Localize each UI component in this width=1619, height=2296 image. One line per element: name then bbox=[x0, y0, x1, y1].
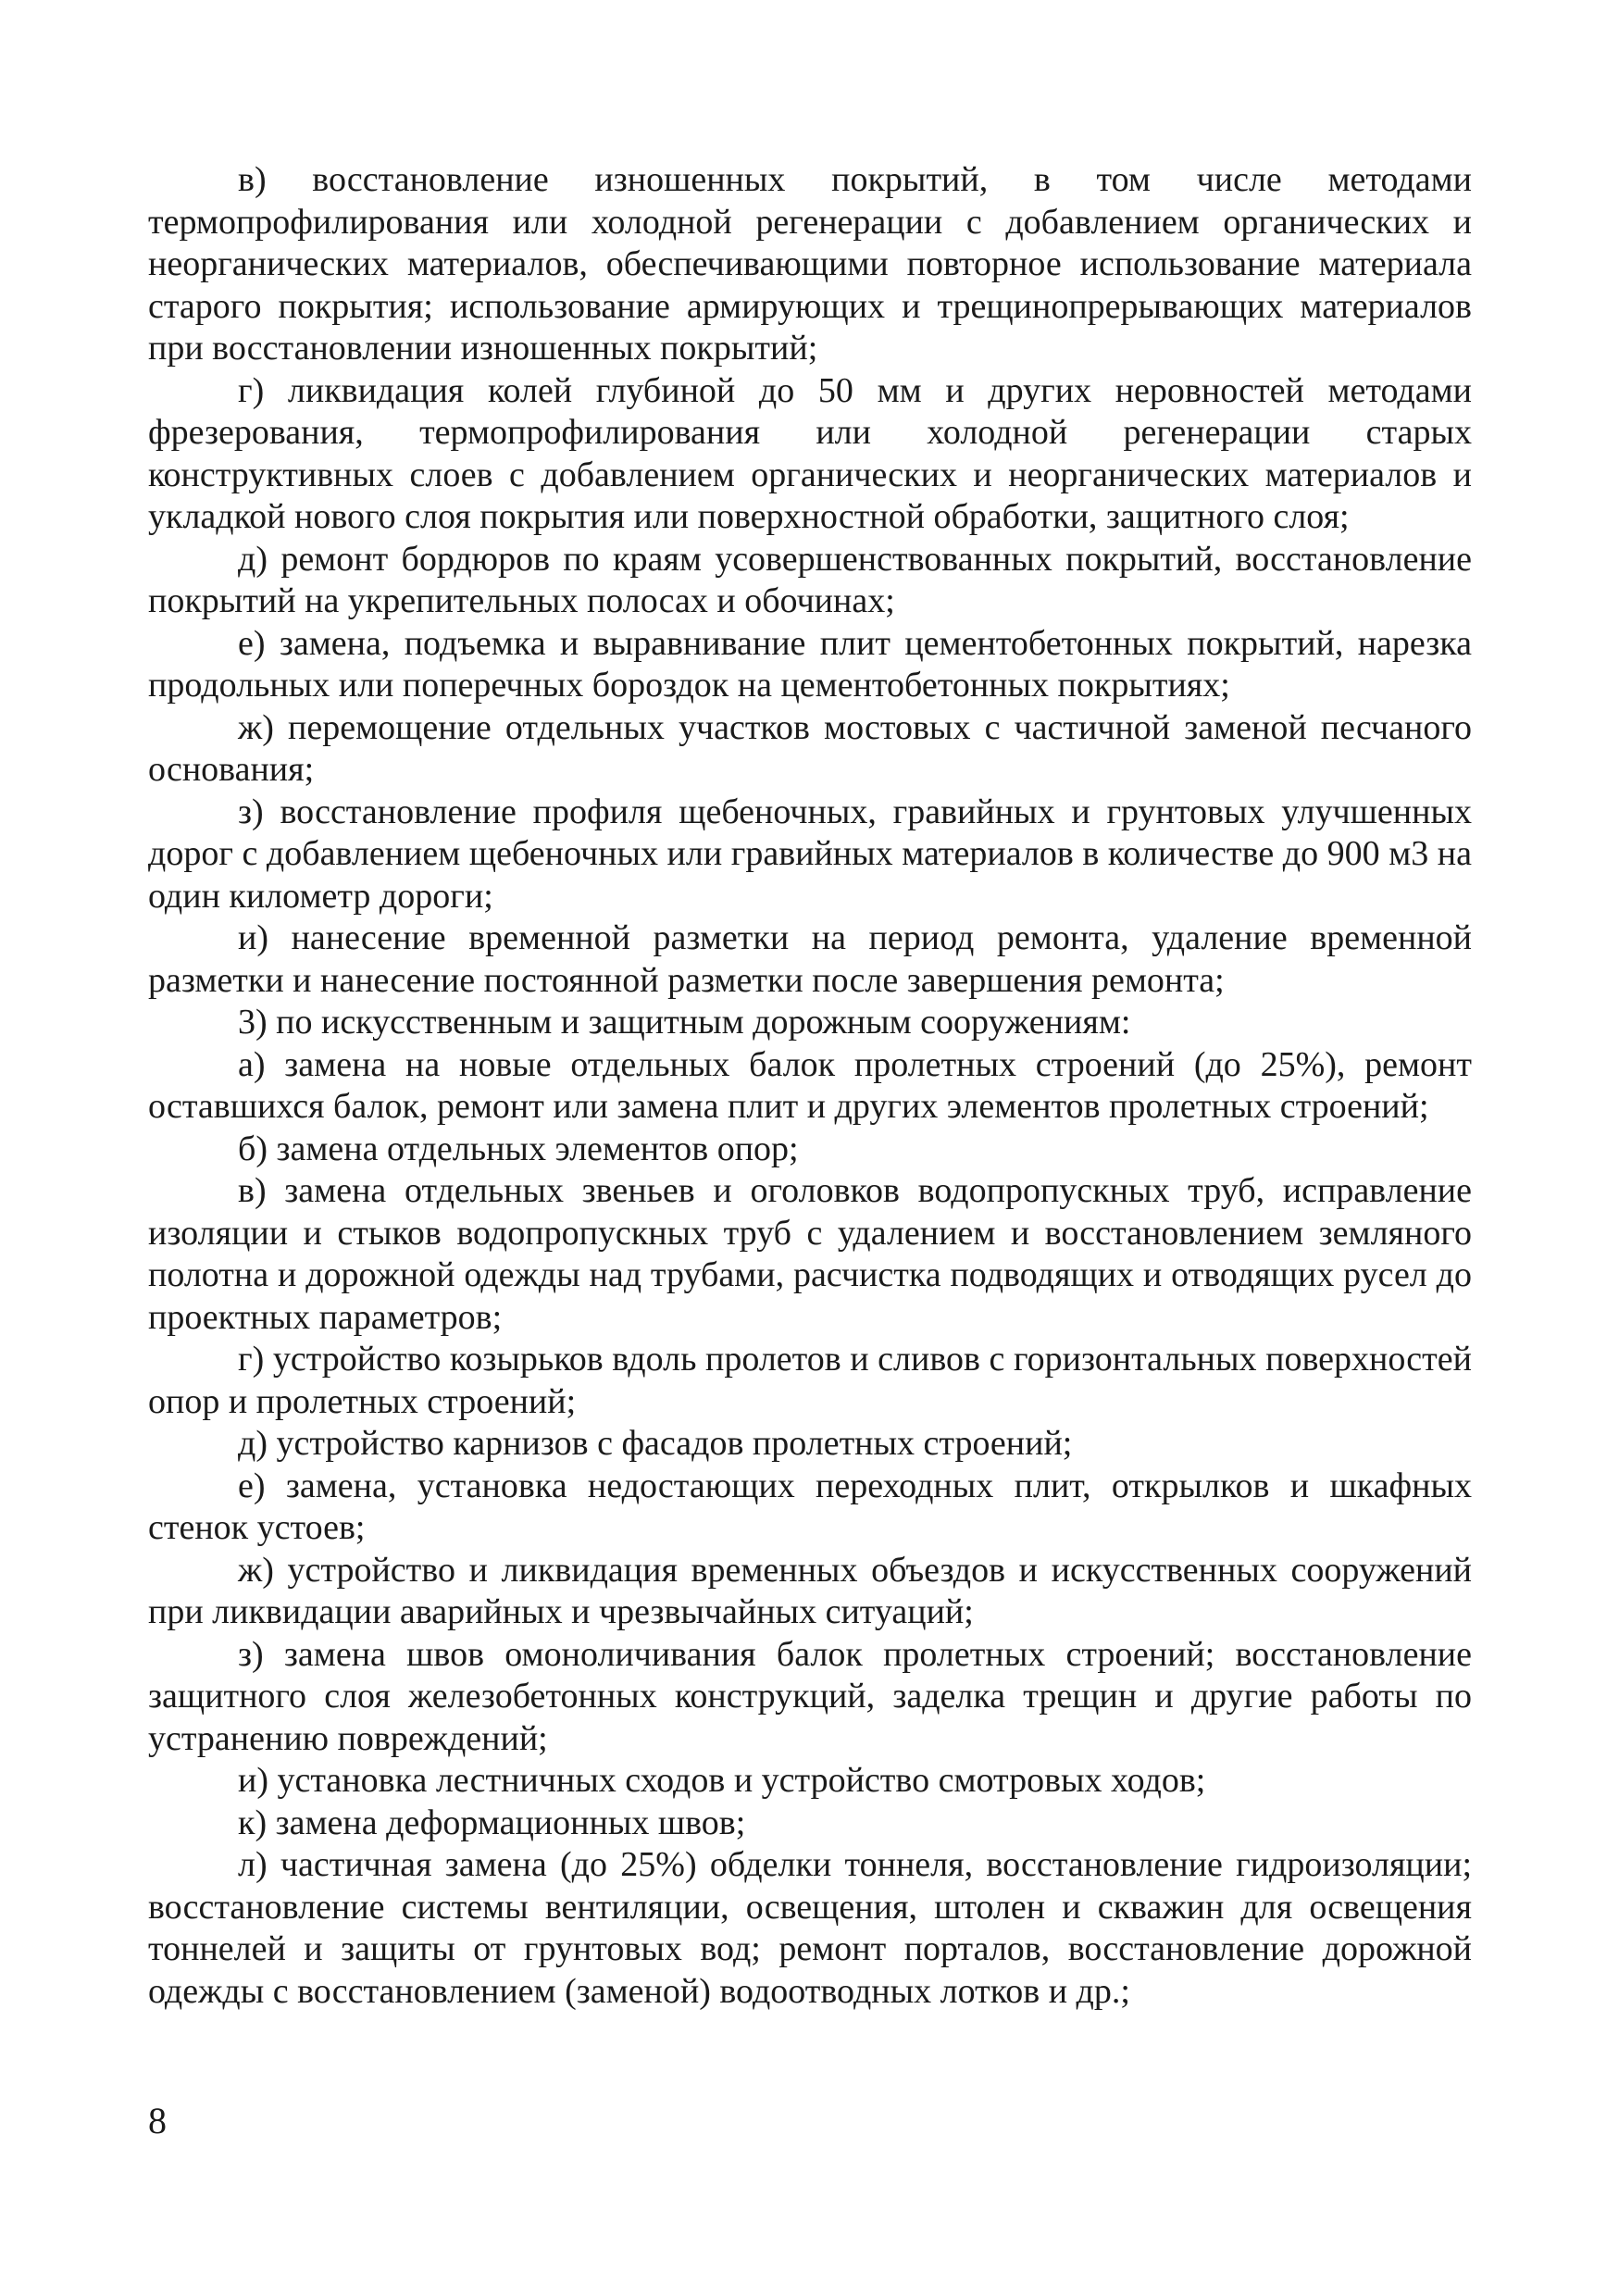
section-heading: 3) по искусственным и защитным дорожным сооружениям: bbox=[238, 1003, 1131, 1042]
paragraph: ж) перемощение отдельных участков мостовых с частичной заменой песчаного основания; bbox=[148, 707, 1472, 789]
paragraph: з) замена швов омоноличивания балок пролетных строений; восстановление защитного слоя железобетонных конструкций, заделка трещин и другие работы по устранению повреждений; bbox=[148, 1634, 1472, 1758]
page-number: 8 bbox=[148, 2100, 167, 2141]
paragraph: л) частичная замена (до 25%) обделки тоннеля, восстановление гидроизоляции; восстановление системы вентиляции, освещения, штолен и скважин для освещения тоннелей и защиты от грунтовых вод; ремонт порталов, восстановление дорожной одежды с восстановлением (заменой) водоотводных лотков и др.; bbox=[148, 1845, 1472, 2011]
paragraph: д) устройство карнизов с фасадов пролетных строений; bbox=[238, 1424, 1073, 1463]
paragraph: г) ликвидация колей глубиной до 50 мм и других неровностей методами фрезерования, термопрофилирования или холодной регенерации старых конструктивных слоев с добавлением органических и неорганических материалов и укладкой нового слоя покрытия или поверхностной обработки, защитного слоя; bbox=[148, 370, 1472, 536]
paragraph: в) замена отдельных звеньев и оголовков водопропускных труб, исправление изоляции и стыков водопропускных труб с удалением и восстановлением земляного полотна и дорожной одежды над трубами, расчистка подводящих и отводящих русел до проектных параметров; bbox=[148, 1171, 1472, 1337]
paragraph: г) устройство козырьков вдоль пролетов и сливов с горизонтальных поверхностей опор и пролетных строений; bbox=[148, 1340, 1472, 1421]
paragraph: е) замена, установка недостающих переходных плит, открылков и шкафных стенок устоев; bbox=[148, 1466, 1472, 1547]
paragraph: ж) устройство и ликвидация временных объездов и искусственных сооружений при ликвидации аварийных и чрезвычайных ситуаций; bbox=[148, 1550, 1472, 1631]
paragraph: е) замена, подъемка и выравнивание плит цементобетонных покрытий, нарезка продольных или поперечных бороздок на цементобетонных покрытиях; bbox=[148, 623, 1472, 705]
paragraph: з) восстановление профиля щебеночных, гравийных и грунтовых улучшенных дорог с добавлением щебеночных или гравийных материалов в количестве до 900 м3 на один километр дороги; bbox=[148, 792, 1472, 916]
paragraph: и) установка лестничных сходов и устройство смотровых ходов; bbox=[238, 1761, 1206, 1800]
paragraph: б) замена отдельных элементов опор; bbox=[238, 1129, 799, 1168]
document-body bbox=[148, 159, 1472, 2013]
paragraph: д) ремонт бордюров по краям усовершенствованных покрытий, восстановление покрытий на укрепительных полосах и обочинах; bbox=[148, 539, 1472, 620]
paragraph: и) нанесение временной разметки на период ремонта, удаление временной разметки и нанесение постоянной разметки после завершения ремонта; bbox=[148, 918, 1472, 1000]
paragraph: к) замена деформационных швов; bbox=[238, 1803, 746, 1842]
paragraph: в) восстановление изношенных покрытий, в том числе методами термопрофилирования или холодной регенерации с добавлением органических и неорганических материалов, обеспечивающими повторное использование материала старого покрытия; использование армирующих и трещинопрерывающих материалов при восстановлении изношенных покрытий; bbox=[148, 160, 1472, 368]
paragraph: а) замена на новые отдельных балок пролетных строений (до 25%), ремонт оставшихся балок, ремонт или замена плит и других элементов пролетных строений; bbox=[148, 1044, 1472, 1126]
